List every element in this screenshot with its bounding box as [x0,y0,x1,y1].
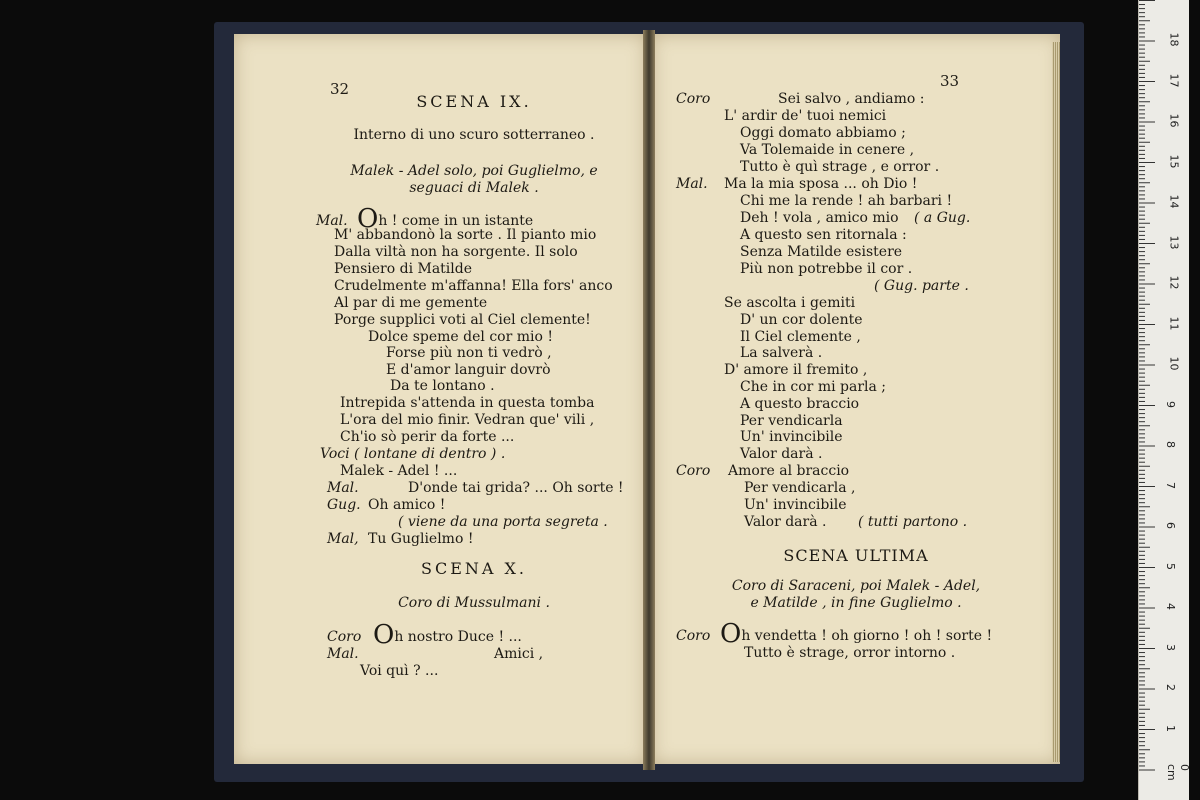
ruler-label: 2 [1164,684,1177,691]
verse-line: Che in cor mi parla ; [740,379,887,395]
verse-line: Tutto è quì strage , e orror . [740,159,940,175]
verse-line: Da te lontano . [390,378,495,394]
verse-line: Il Ciel clemente , [740,329,861,345]
speaker-label: Mal. [327,480,359,496]
verse-line: L'ora del mio finir. Vedran que' vili , [340,412,595,428]
speaker-label: Mal. [327,646,359,662]
scene-heading: SCENA X. [421,559,527,578]
verse-line: Valor darà . [740,446,823,462]
verse-line: M' abbandonò la sorte . Il pianto mio [334,227,597,243]
stage-direction: ( Gug. parte . [874,278,969,294]
stage-direction: ( a Gug. [914,210,971,226]
verse-line: A questo braccio [740,396,860,412]
verse-line: Ch'io sò perir da forte ... [340,429,515,445]
verse-line: Pensiero di Matilde [334,261,473,277]
scene-heading: SCENA IX. [416,92,532,111]
verse-line: Per vendicarla , [744,480,856,496]
ruler-label: 4 [1164,603,1177,610]
verse-line: Un' invincibile [744,497,847,513]
scene-heading: SCENA ULTIMA [783,546,929,565]
verse-line: Dolce speme del cor mio ! [368,329,553,345]
speaker-label: Mal, [327,531,359,547]
ruler-label: 10 [1167,356,1181,371]
ruler-label: 14 [1167,194,1181,209]
stage-direction: ( tutti partono . [858,514,968,530]
ruler-label: 15 [1167,154,1181,168]
setting-line: Interno di uno scuro sotterraneo . [353,127,595,143]
stage-direction: ( viene da una porta segreta . [398,514,608,530]
verse-line: Va Tolemaide in cenere , [740,142,915,158]
verse-line: A questo sen ritornala : [740,227,907,243]
verse-line: L' ardir de' tuoi nemici [724,108,887,124]
page-number: 33 [940,72,960,90]
speaker-label: Gug. [327,497,361,513]
stage-direction: Voci ( lontane di dentro ) . [320,446,506,462]
speaker-label: Coro [676,91,711,107]
verse-line: Se ascolta i gemiti [724,295,856,311]
ruler-label: 7 [1164,481,1177,489]
verse-line: D' un cor dolente [740,312,863,328]
verse-line: Senza Matilde esistere [740,244,903,260]
ruler-label: 3 [1164,643,1177,651]
verse-line: Amore al braccio [728,463,850,479]
verse-line: Crudelmente m'affanna! Ella fors' anco [334,278,613,294]
ruler-label: 18 [1167,32,1181,47]
verse-text: h nostro Duce ! ... [394,629,522,645]
ruler-label: 13 [1167,235,1181,249]
drop-cap: O [357,204,379,234]
speaker-label: Coro [327,629,362,645]
verse-line: Valor darà . [744,514,827,530]
verse-line: Dalla viltà non ha sorgente. Il solo [334,244,578,260]
verse-line: Al par di me gemente [334,295,488,311]
verse-line: D'onde tai grida? ... Oh sorte ! [408,480,624,496]
drop-cap: O [720,619,742,649]
verse-line: Deh ! vola , amico mio [740,210,899,226]
ruler-ticks [1139,0,1189,800]
cast-line: Coro di Mussulmani . [398,595,550,611]
ruler-label: 9 [1164,400,1177,408]
verse-line: Malek - Adel ! ... [340,463,458,479]
verse-line: Oggi domato abbiamo ; [740,125,906,141]
cast-line: e Matilde , in fine Guglielmo . [750,595,962,611]
ruler-label: 1 [1164,724,1177,732]
cast-line: Malek - Adel solo, poi Guglielmo, e [350,163,598,179]
page-number: 32 [330,80,350,98]
ruler-label: 6 [1164,522,1177,529]
ruler-label: 16 [1167,113,1181,128]
speaker-label: Coro [676,628,711,644]
speaker-label: Coro [676,463,711,479]
verse-text: h vendetta ! oh giorno ! oh ! sorte ! [741,628,993,644]
verse-line: D' amore il fremito , [724,362,868,378]
verse-text: h ! come in un istante [378,213,534,229]
speaker-label: Mal. [316,213,348,229]
ruler-label: 0 cm [1165,764,1191,781]
verse-line: Un' invincibile [740,429,843,445]
ruler-label: 17 [1167,73,1181,87]
measuring-ruler [1138,0,1189,800]
page-edges [1052,42,1060,762]
verse-line: E d'amor languir dovrò [386,362,551,378]
ruler-label: 12 [1167,275,1181,290]
verse-line: Per vendicarla [740,413,843,429]
verse-line: Tu Guglielmo ! [368,531,474,547]
ruler-label: 11 [1167,316,1181,330]
verse-line: Tutto è strage, orror intorno . [744,645,956,661]
verse-line: Più non potrebbe il cor . [740,261,913,277]
ruler-label: 5 [1164,562,1177,570]
verse-line: Chi me la rende ! ah barbari ! [740,193,953,209]
speaker-label: Mal. [676,176,708,192]
verse-line: Oh amico ! [368,497,446,513]
verse-line [357,204,534,234]
cast-line: Coro di Saraceni, poi Malek - Adel, [731,578,981,594]
ruler-label: 8 [1164,441,1177,448]
verse-line [373,620,522,650]
verse-line: Amici , [494,646,544,662]
verse-line: Voi quì ? ... [360,663,439,679]
verse-line: Forse più non ti vedrò , [386,345,552,361]
verse-line: Ma la mia sposa ... oh Dio ! [724,176,918,192]
verse-line: La salverà . [740,345,823,361]
verse-line [720,619,993,649]
verse-line: Intrepida s'attenda in questa tomba [340,395,595,411]
drop-cap: O [373,620,395,650]
cast-line: seguaci di Malek . [409,180,539,196]
verse-line: Porge supplici voti al Ciel clemente! [334,312,591,328]
book-gutter [643,30,655,770]
verse-line: Sei salvo , andiamo : [778,91,925,107]
